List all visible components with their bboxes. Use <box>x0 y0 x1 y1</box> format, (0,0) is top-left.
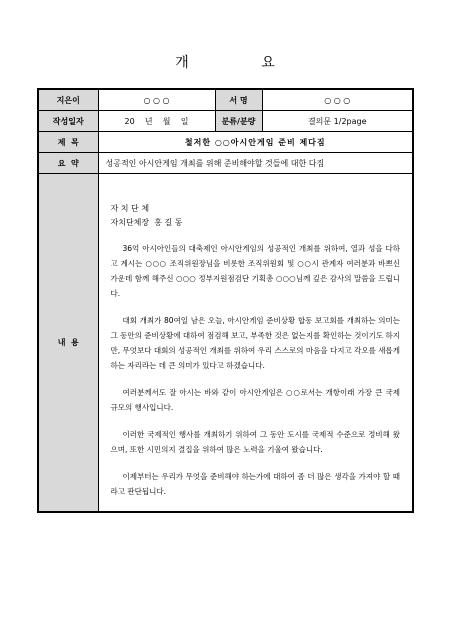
content-paragraph: 36억 아시아인들의 대축제인 아시안게임의 성공적인 개최를 위하여, 열과 성을 다하고 계시는 ○○○ 조직위원장님을 비롯한 조직위원회 및 ○○시 관계자 여러분과 바쁘신 가운데 함께 해주신 ○○○ 정부지원점검단 기획총 ○○○님께 깊은 감사의 말씀을 드립니다. <box>110 244 400 298</box>
signature-label: 서 명 <box>215 89 262 111</box>
summary-value: 성공적인 아시안게임 개최를 위해 준비해야할 것들에 대한 다짐 <box>98 153 413 174</box>
document-form-table <box>37 88 414 513</box>
category-value: 결의문 1/2page <box>262 111 413 132</box>
page-title: 개 요 <box>175 55 309 71</box>
subject-value: 철저한 ○○아시안게임 준비 제다짐 <box>98 132 413 153</box>
content-paragraph: 대회 개최가 80여일 남은 오늘, 아시안게임 준비상황 합동 보고회를 개최하는 의미는 그 동안의 준비상황에 대하여 점검해 보고, 부족한 것은 없는지를 확인하는 것이기도 하지만, 무엇보다 대회의 성공적인 개최를 위하여 우리 스스로의 마음을 다지고 각오를 새롭게 하는 자리라는 데 큰 의미가 있다고 하겠습니다. <box>110 316 400 370</box>
content-label: 내 용 <box>38 174 98 513</box>
category-label: 분류/분량 <box>215 111 262 132</box>
date-label: 작성일자 <box>38 111 98 132</box>
addressee-line-1: 자 치 단 체 <box>110 204 150 213</box>
content-row <box>38 174 413 513</box>
author-label: 지은이 <box>38 89 98 111</box>
content-paragraph: 이제부터는 우리가 무엇을 준비해야 하는가에 대하여 좀 더 많은 생각을 가져야 할 때라고 판단됩니다. <box>110 472 400 496</box>
content-paragraph: 이러한 국제적인 행사를 개최하기 위하여 그 동안 도시를 국제적 수준으로 정비해 왔으며, 또한 시민의지 결집을 위하여 많은 노력을 기울여 왔습니다. <box>110 430 400 454</box>
subject-row <box>38 132 413 153</box>
author-row <box>38 89 413 111</box>
summary-row <box>38 153 413 174</box>
signature-value: ○ ○ ○ <box>262 89 413 111</box>
subject-label: 제 목 <box>38 132 98 153</box>
content-paragraph: 여러분께서도 잘 아시는 바와 같이 아시안게임은 ○○로서는 개항이래 가장 큰 국제 규모의 행사입니다. <box>110 388 400 412</box>
content-body <box>98 174 413 513</box>
author-value: ○ ○ ○ <box>98 89 215 111</box>
addressee-line-2: 자치단체장 홍 길 동 <box>110 218 183 227</box>
date-row <box>38 111 413 132</box>
summary-label: 요 약 <box>38 153 98 174</box>
date-value: 20 년 월 일 <box>98 111 215 132</box>
